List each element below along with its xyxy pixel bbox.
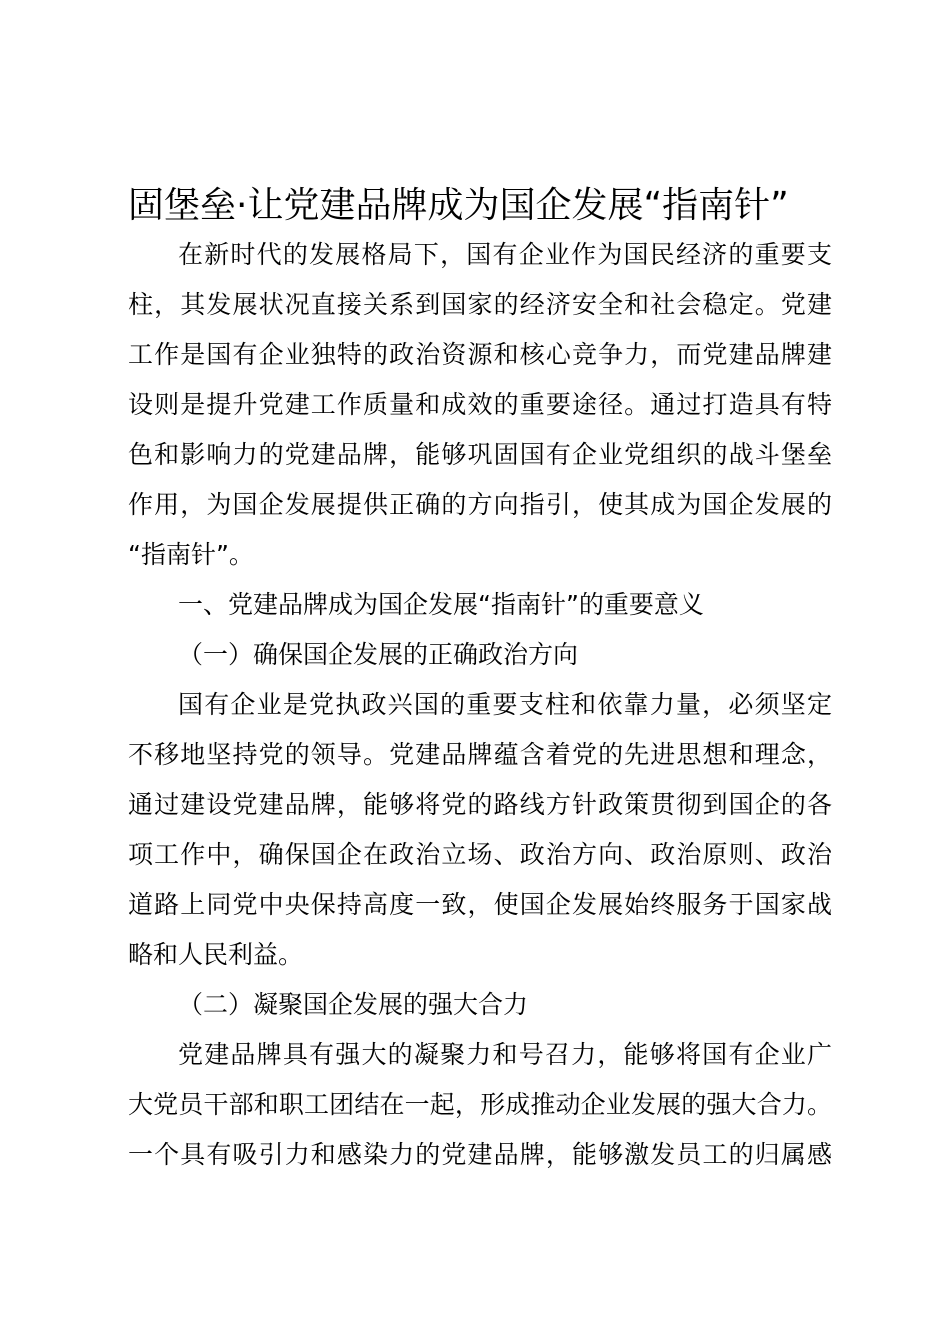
paragraph-line: 工作是国有企业独特的政治资源和核心竞争力，而党建品牌建 — [128, 340, 832, 369]
subsection-heading: （一）确保国企发展的正确政治方向 — [178, 640, 579, 669]
paragraph-line: 一个具有吸引力和感染力的党建品牌，能够激发员工的归属感 — [128, 1140, 832, 1169]
paragraph-line: 柱，其发展状况直接关系到国家的经济安全和社会稳定。党建 — [128, 290, 832, 319]
section-heading: 一、党建品牌成为国企发展“指南针”的重要意义 — [178, 590, 704, 619]
paragraph-line: 作用，为国企发展提供正确的方向指引，使其成为国企发展的 — [128, 490, 832, 519]
document-body — [128, 230, 832, 1180]
paragraph-line: 项工作中，确保国企在政治立场、政治方向、政治原则、政治 — [128, 840, 832, 869]
paragraph-line: 色和影响力的党建品牌，能够巩固国有企业党组织的战斗堡垒 — [128, 440, 832, 469]
paragraph-line: 国有企业是党执政兴国的重要支柱和依靠力量，必须坚定 — [178, 690, 832, 719]
paragraph-line: 略和人民利益。 — [128, 940, 304, 969]
paragraph-line: 道路上同党中央保持高度一致，使国企发展始终服务于国家战 — [128, 890, 832, 919]
paragraph-line: 不移地坚持党的领导。党建品牌蕴含着党的先进思想和理念， — [128, 740, 832, 769]
document-title: 固堡垒·让党建品牌成为国企发展“指南针” — [128, 185, 789, 226]
paragraph-line: 党建品牌具有强大的凝聚力和号召力，能够将国有企业广 — [178, 1040, 832, 1069]
subsection-heading: （二）凝聚国企发展的强大合力 — [178, 990, 529, 1019]
paragraph-line: 在新时代的发展格局下，国有企业作为国民经济的重要支 — [178, 240, 832, 269]
paragraph-line: 大党员干部和职工团结在一起，形成推动企业发展的强大合力。 — [128, 1090, 832, 1119]
paragraph-line: 通过建设党建品牌，能够将党的路线方针政策贯彻到国企的各 — [128, 790, 832, 819]
paragraph-line: 设则是提升党建工作质量和成效的重要途径。通过打造具有特 — [128, 390, 832, 419]
paragraph-line: “指南针”。 — [128, 540, 254, 569]
